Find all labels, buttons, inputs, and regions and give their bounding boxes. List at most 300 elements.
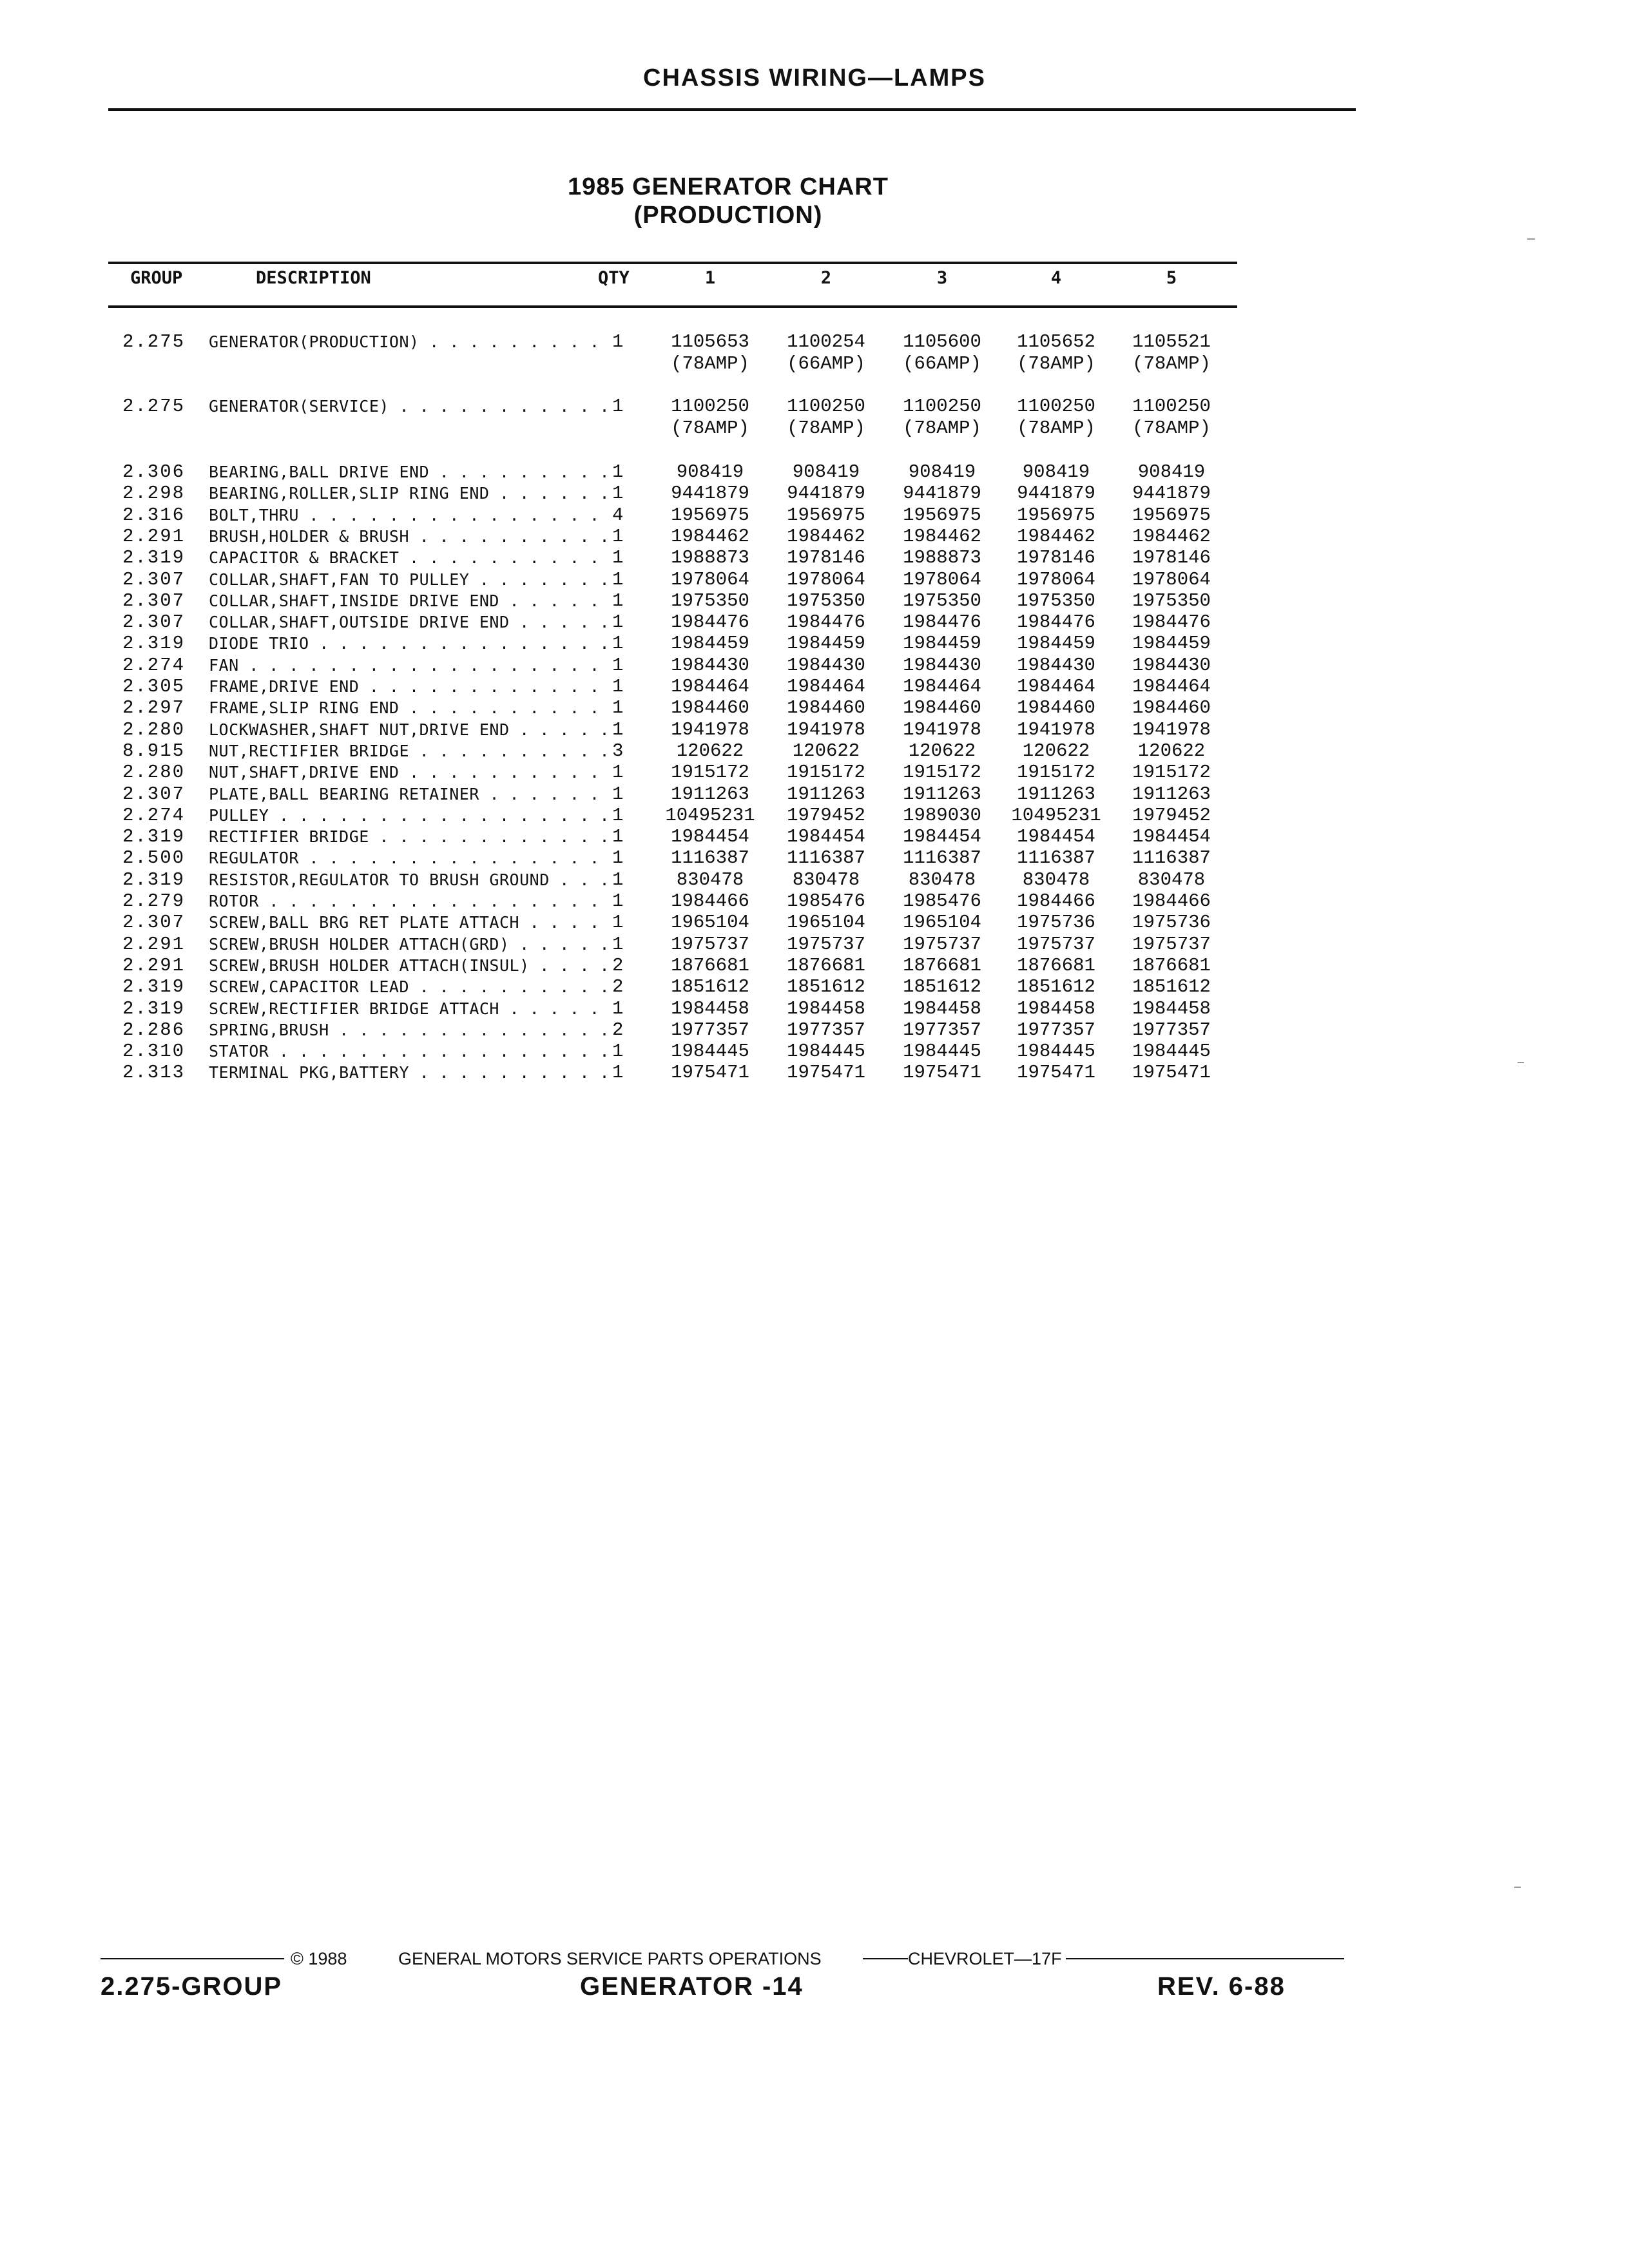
row-part-1: 1977357 (671, 1019, 749, 1041)
table-row (0, 719, 1629, 741)
row-group: 2.275 (122, 331, 186, 352)
row-part-4: 1975736 (1017, 912, 1095, 933)
row-part-1: 1984445 (671, 1041, 749, 1062)
row-part-5: 908419 (1137, 461, 1206, 483)
scan-speck (1514, 1887, 1521, 1888)
row-part-3: 1965104 (903, 912, 981, 933)
row-qty: 1 (612, 611, 624, 633)
row-description: SCREW,BRUSH HOLDER ATTACH(INSUL) . . . (209, 955, 610, 977)
row-part-4: 1984445 (1017, 1041, 1095, 1062)
row-qty: 1 (612, 590, 624, 611)
row-description: NUT,SHAFT,DRIVE END . . . (209, 762, 610, 783)
row-group: 2.319 (122, 547, 186, 568)
row-part-4: 1975471 (1017, 1062, 1095, 1083)
row-amp-5: (78AMP) (1132, 418, 1211, 439)
row-qty: 1 (612, 826, 624, 847)
row-part-4: 1100250 (78AMP) (998, 396, 1114, 439)
row-amp-4: (78AMP) (1017, 353, 1095, 374)
row-qty: 1 (612, 869, 624, 890)
column-header-qty: QTY (598, 268, 630, 288)
row-part-2: 1975737 (787, 934, 865, 955)
row-part-1: 1978064 (671, 569, 749, 590)
row-part-3: 908419 (908, 461, 976, 483)
table-row (0, 396, 1629, 439)
row-part-2: 1984476 (787, 611, 865, 633)
table-row (0, 912, 1629, 934)
row-part-5: 1105521 (78AMP) (1113, 331, 1229, 375)
scan-speck (1518, 1062, 1524, 1063)
row-part-5: 1911263 (1132, 783, 1211, 805)
row-part-5: 1984460 (1132, 697, 1211, 718)
row-qty: 1 (612, 783, 624, 805)
row-part-5: 1876681 (1132, 955, 1211, 976)
table-row (0, 697, 1629, 719)
table-row (0, 976, 1629, 998)
row-qty: 1 (612, 805, 624, 826)
table-row (0, 762, 1629, 783)
row-part-2: 830478 (792, 869, 860, 890)
row-qty: 2 (612, 955, 624, 976)
row-group: 2.274 (122, 805, 186, 826)
table-row (0, 483, 1629, 505)
row-qty: 1 (612, 998, 624, 1019)
row-part-3: 1984445 (903, 1041, 981, 1062)
row-qty: 1 (612, 569, 624, 590)
table-row (0, 934, 1629, 956)
row-description: RECTIFIER BRIDGE . . . (209, 826, 610, 848)
row-group: 2.319 (122, 633, 186, 654)
row-group: 2.279 (122, 890, 186, 912)
row-group: 2.307 (122, 611, 186, 633)
row-part-2: 1984458 (787, 998, 865, 1019)
row-part-2: 1977357 (787, 1019, 865, 1041)
row-description: SCREW,BALL BRG RET PLATE ATTACH . . . (209, 912, 610, 934)
row-qty: 1 (612, 934, 624, 955)
row-group: 2.306 (122, 461, 186, 483)
row-qty: 4 (612, 505, 624, 526)
row-part-5: 1984454 (1132, 826, 1211, 847)
table-row (0, 998, 1629, 1020)
row-part-1: 1941978 (671, 719, 749, 740)
row-group: 2.310 (122, 1041, 186, 1062)
row-part-2: 1956975 (787, 505, 865, 526)
row-part-2: 1915172 (787, 762, 865, 783)
row-part-5: 1984430 (1132, 655, 1211, 676)
row-description: GENERATOR(SERVICE) . . . (209, 396, 610, 418)
row-part-1: 1965104 (671, 912, 749, 933)
row-part-3: 1978064 (903, 569, 981, 590)
row-qty: 1 (612, 547, 624, 568)
table-rule-top (108, 262, 1237, 264)
row-part-3: 1975737 (903, 934, 981, 955)
row-part-3: 1105600 (66AMP) (884, 331, 1000, 375)
row-part-1: 1984466 (671, 890, 749, 912)
row-part-4: 1105652 (78AMP) (998, 331, 1114, 375)
row-qty: 1 (612, 847, 624, 869)
row-qty: 1 (612, 719, 624, 740)
row-part-4: 1975737 (1017, 934, 1095, 955)
table-row (0, 826, 1629, 848)
row-part-2: 1984460 (787, 697, 865, 718)
table-row (0, 526, 1629, 548)
row-part-1: 1105653 (78AMP) (652, 331, 768, 375)
row-part-3: 1956975 (903, 505, 981, 526)
row-description: SCREW,BRUSH HOLDER ATTACH(GRD) . . . (209, 934, 610, 956)
row-qty: 1 (612, 890, 624, 912)
table-row (0, 590, 1629, 612)
row-qty: 1 (612, 461, 624, 483)
row-group: 2.313 (122, 1062, 186, 1083)
table-row (0, 805, 1629, 827)
row-part-2: 1965104 (787, 912, 865, 933)
row-part-3: 1984454 (903, 826, 981, 847)
row-part-5: 1977357 (1132, 1019, 1211, 1041)
column-header-3: 3 (936, 268, 948, 288)
row-description: SPRING,BRUSH . . . (209, 1019, 610, 1041)
table-rule-bottom (108, 305, 1237, 308)
row-part-2: 9441879 (787, 483, 865, 504)
chart-title-line1: 1985 GENERATOR CHART (568, 173, 889, 200)
row-part-5: 1984459 (1132, 633, 1211, 654)
row-qty: 1 (612, 676, 624, 697)
table-row (0, 740, 1629, 762)
row-qty: 1 (612, 331, 624, 352)
row-part-5: 1984466 (1132, 890, 1211, 912)
scan-speck (1527, 238, 1535, 240)
row-group: 2.307 (122, 783, 186, 805)
column-header-5: 5 (1166, 268, 1177, 288)
row-group: 2.307 (122, 569, 186, 590)
row-group: 2.319 (122, 869, 186, 890)
row-part-5: 1956975 (1132, 505, 1211, 526)
table-row (0, 569, 1629, 591)
row-qty: 1 (612, 633, 624, 654)
row-part-5: 1975350 (1132, 590, 1211, 611)
row-part-5: 1975471 (1132, 1062, 1211, 1083)
row-part-2: 1984464 (787, 676, 865, 697)
row-part-4: 9441879 (1017, 483, 1095, 504)
row-part-4: 1984458 (1017, 998, 1095, 1019)
row-part-4: 10495231 (1011, 805, 1101, 826)
column-header-description: DESCRIPTION (256, 268, 371, 288)
row-qty: 1 (612, 762, 624, 783)
row-group: 2.319 (122, 826, 186, 847)
row-description: LOCKWASHER,SHAFT NUT,DRIVE END . . . (209, 719, 610, 741)
row-part-4: 1984459 (1017, 633, 1095, 654)
row-part-5: 1116387 (1132, 847, 1211, 869)
row-part-4: 1851612 (1017, 976, 1095, 997)
row-part-4: 1984476 (1017, 611, 1095, 633)
row-part-2: 1975471 (787, 1062, 865, 1083)
row-part-1: 1975471 (671, 1062, 749, 1083)
row-description: BEARING,BALL DRIVE END . . . (209, 461, 610, 483)
footer-rule-line (101, 1947, 1344, 1970)
table-row (0, 633, 1629, 655)
row-part-3: 1985476 (903, 890, 981, 912)
row-qty: 1 (612, 483, 624, 504)
row-group: 2.500 (122, 847, 186, 869)
chart-title (0, 173, 1456, 229)
footer-publisher: GENERAL MOTORS SERVICE PARTS OPERATIONS (398, 1949, 822, 1968)
row-part-4: 1984464 (1017, 676, 1095, 697)
row-part-5: 830478 (1137, 869, 1206, 890)
row-part-1: 1116387 (671, 847, 749, 869)
row-description: SCREW,CAPACITOR LEAD . . . (209, 976, 610, 998)
header-rule (108, 108, 1356, 111)
row-part-4: 908419 (1022, 461, 1090, 483)
row-part-2: 1984462 (787, 526, 865, 547)
row-description: FRAME,SLIP RING END . . . (209, 697, 610, 719)
row-part-4: 1876681 (1017, 955, 1095, 976)
row-description: PLATE,BALL BEARING RETAINER . . . (209, 783, 610, 805)
row-part-2: 1984454 (787, 826, 865, 847)
row-part-1: 1988873 (671, 547, 749, 568)
row-description: REGULATOR . . . (209, 847, 610, 869)
row-qty: 2 (612, 1019, 624, 1041)
row-group: 2.274 (122, 655, 186, 676)
row-part-2: 1979452 (787, 805, 865, 826)
row-qty: 1 (612, 655, 624, 676)
row-part-3: 1116387 (903, 847, 981, 869)
row-part-3: 1851612 (903, 976, 981, 997)
row-part-4: 1956975 (1017, 505, 1095, 526)
row-part-1: 1984458 (671, 998, 749, 1019)
row-part-4: 1116387 (1017, 847, 1095, 869)
row-part-3: 1984476 (903, 611, 981, 633)
row-description: DIODE TRIO . . . (209, 633, 610, 655)
row-part-3: 1988873 (903, 547, 981, 568)
row-part-5: 1984458 (1132, 998, 1211, 1019)
row-part-1: 120622 (676, 740, 744, 762)
row-amp-4: (78AMP) (1017, 418, 1095, 439)
row-part-5: 1975736 (1132, 912, 1211, 933)
row-amp-2: (78AMP) (787, 418, 865, 439)
row-part-2: 1985476 (787, 890, 865, 912)
row-part-3: 830478 (908, 869, 976, 890)
row-part-2: 1984445 (787, 1041, 865, 1062)
row-group: 2.298 (122, 483, 186, 504)
table-row (0, 676, 1629, 698)
footer-copyright: © 1988 (291, 1949, 347, 1968)
column-header-group: GROUP (130, 268, 183, 288)
row-part-5: 1984464 (1132, 676, 1211, 697)
row-part-5: 9441879 (1132, 483, 1211, 504)
row-description: TERMINAL PKG,BATTERY . . . (209, 1062, 610, 1084)
row-part-1: 1851612 (671, 976, 749, 997)
row-qty: 1 (612, 912, 624, 933)
row-group: 2.319 (122, 976, 186, 997)
row-group: 2.307 (122, 912, 186, 933)
row-part-2: 1911263 (787, 783, 865, 805)
row-part-5: 1975737 (1132, 934, 1211, 955)
row-group: 2.305 (122, 676, 186, 697)
row-part-2: 1941978 (787, 719, 865, 740)
row-part-3: 1989030 (903, 805, 981, 826)
row-part-5: 1851612 (1132, 976, 1211, 997)
row-part-3: 1984458 (903, 998, 981, 1019)
row-part-4: 120622 (1022, 740, 1090, 762)
row-part-5: 1941978 (1132, 719, 1211, 740)
row-part-1: 10495231 (665, 805, 755, 826)
row-part-1: 1911263 (671, 783, 749, 805)
row-part-2: 1851612 (787, 976, 865, 997)
row-description: COLLAR,SHAFT,OUTSIDE DRIVE END . . . (209, 611, 610, 633)
row-part-4: 1984460 (1017, 697, 1095, 718)
row-qty: 1 (612, 396, 624, 417)
row-part-3: 1915172 (903, 762, 981, 783)
row-part-5: 1978146 (1132, 547, 1211, 568)
row-description: BEARING,ROLLER,SLIP RING END . . . (209, 483, 610, 505)
row-part-2: 1978146 (787, 547, 865, 568)
row-part-1: 1984476 (671, 611, 749, 633)
row-group: 2.291 (122, 526, 186, 547)
chart-title-line2: (PRODUCTION) (633, 202, 823, 229)
row-part-3: 1984459 (903, 633, 981, 654)
row-part-5: 1984462 (1132, 526, 1211, 547)
row-description: COLLAR,SHAFT,INSIDE DRIVE END . . . (209, 590, 610, 612)
table-row (0, 547, 1629, 569)
row-description: STATOR . . . (209, 1041, 610, 1062)
row-description: FAN . . . (209, 655, 610, 677)
row-part-5: 1984476 (1132, 611, 1211, 633)
row-part-1: 1984464 (671, 676, 749, 697)
row-part-4: 1984466 (1017, 890, 1095, 912)
row-part-1: 1975350 (671, 590, 749, 611)
row-part-2: 120622 (792, 740, 860, 762)
row-part-1: 1876681 (671, 955, 749, 976)
row-description: FRAME,DRIVE END . . . (209, 676, 610, 698)
row-part-2: 1100250 (78AMP) (768, 396, 884, 439)
row-part-4: 1977357 (1017, 1019, 1095, 1041)
row-group: 8.915 (122, 740, 186, 762)
footer-group-ref: 2.275-GROUP (101, 1972, 283, 2001)
row-part-3: 9441879 (903, 483, 981, 504)
row-part-3: 1984462 (903, 526, 981, 547)
row-part-1: 1984430 (671, 655, 749, 676)
row-part-2: 1984430 (787, 655, 865, 676)
row-amp-2: (66AMP) (787, 353, 865, 374)
row-description: NUT,RECTIFIER BRIDGE . . . (209, 740, 610, 762)
row-qty: 3 (612, 740, 624, 762)
table-row (0, 869, 1629, 891)
table-row (0, 655, 1629, 677)
row-part-1: 830478 (676, 869, 744, 890)
row-part-2: 1978064 (787, 569, 865, 590)
footer-revision: REV. 6-88 (1157, 1972, 1286, 2001)
row-part-4: 1984454 (1017, 826, 1095, 847)
column-header-2: 2 (820, 268, 832, 288)
footer-section: GENERATOR -14 (580, 1972, 804, 2001)
row-part-4: 830478 (1022, 869, 1090, 890)
row-qty: 1 (612, 1062, 624, 1083)
row-description: ROTOR . . . (209, 890, 610, 912)
column-header-1: 1 (704, 268, 716, 288)
row-part-1: 908419 (676, 461, 744, 483)
row-group: 2.297 (122, 697, 186, 718)
row-group: 2.291 (122, 934, 186, 955)
row-part-1: 1984454 (671, 826, 749, 847)
row-part-3: 1911263 (903, 783, 981, 805)
row-part-3: 1984460 (903, 697, 981, 718)
table-row (0, 611, 1629, 633)
row-description: RESISTOR,REGULATOR TO BRUSH GROUND . . . (209, 869, 610, 891)
row-part-4: 1984430 (1017, 655, 1095, 676)
page-header: CHASSIS WIRING—LAMPS (643, 64, 986, 91)
row-part-3: 120622 (908, 740, 976, 762)
row-part-1: 1984460 (671, 697, 749, 718)
row-amp-1: (78AMP) (671, 353, 749, 374)
row-part-4: 1984462 (1017, 526, 1095, 547)
row-part-1: 9441879 (671, 483, 749, 504)
table-row (0, 505, 1629, 526)
row-description: GENERATOR(PRODUCTION) . . . (209, 331, 610, 353)
row-part-4: 1975350 (1017, 590, 1095, 611)
row-part-1: 1100250 (78AMP) (652, 396, 768, 439)
table-row (0, 955, 1629, 977)
row-part-2: 1984459 (787, 633, 865, 654)
row-qty: 1 (612, 526, 624, 547)
row-part-5: 120622 (1137, 740, 1206, 762)
row-amp-5: (78AMP) (1132, 353, 1211, 374)
row-qty: 1 (612, 697, 624, 718)
row-description: BOLT,THRU . . . (209, 505, 610, 526)
row-part-1: 1975737 (671, 934, 749, 955)
table-row (0, 1041, 1629, 1062)
row-part-2: 1116387 (787, 847, 865, 869)
row-part-5: 1978064 (1132, 569, 1211, 590)
row-part-1: 1984462 (671, 526, 749, 547)
row-description: PULLEY . . . (209, 805, 610, 827)
row-description: BRUSH,HOLDER & BRUSH . . . (209, 526, 610, 548)
row-qty: 1 (612, 1041, 624, 1062)
row-part-4: 1915172 (1017, 762, 1095, 783)
row-part-4: 1978146 (1017, 547, 1095, 568)
row-part-3: 1977357 (903, 1019, 981, 1041)
table-row (0, 890, 1629, 912)
row-group: 2.307 (122, 590, 186, 611)
row-part-5: 1915172 (1132, 762, 1211, 783)
row-part-5: 1984445 (1132, 1041, 1211, 1062)
row-part-3: 1975471 (903, 1062, 981, 1083)
row-part-3: 1100250 (78AMP) (884, 396, 1000, 439)
row-part-3: 1941978 (903, 719, 981, 740)
row-description: COLLAR,SHAFT,FAN TO PULLEY . . . (209, 569, 610, 591)
row-part-3: 1975350 (903, 590, 981, 611)
row-group: 2.316 (122, 505, 186, 526)
table-row (0, 461, 1629, 483)
row-group: 2.280 (122, 762, 186, 783)
row-part-5: 1979452 (1132, 805, 1211, 826)
table-row (0, 331, 1629, 375)
row-part-3: 1876681 (903, 955, 981, 976)
row-group: 2.280 (122, 719, 186, 740)
row-group: 2.319 (122, 998, 186, 1019)
row-group: 2.275 (122, 396, 186, 417)
row-part-2: 1975350 (787, 590, 865, 611)
row-part-1: 1915172 (671, 762, 749, 783)
column-header-4: 4 (1050, 268, 1062, 288)
row-amp-3: (78AMP) (903, 418, 981, 439)
row-amp-1: (78AMP) (671, 418, 749, 439)
row-group: 2.291 (122, 955, 186, 976)
row-part-5: 1100250 (78AMP) (1113, 396, 1229, 439)
row-description: SCREW,RECTIFIER BRIDGE ATTACH . . . (209, 998, 610, 1020)
row-part-4: 1941978 (1017, 719, 1095, 740)
row-part-2: 908419 (792, 461, 860, 483)
row-part-4: 1911263 (1017, 783, 1095, 805)
row-part-2: 1876681 (787, 955, 865, 976)
row-group: 2.286 (122, 1019, 186, 1041)
